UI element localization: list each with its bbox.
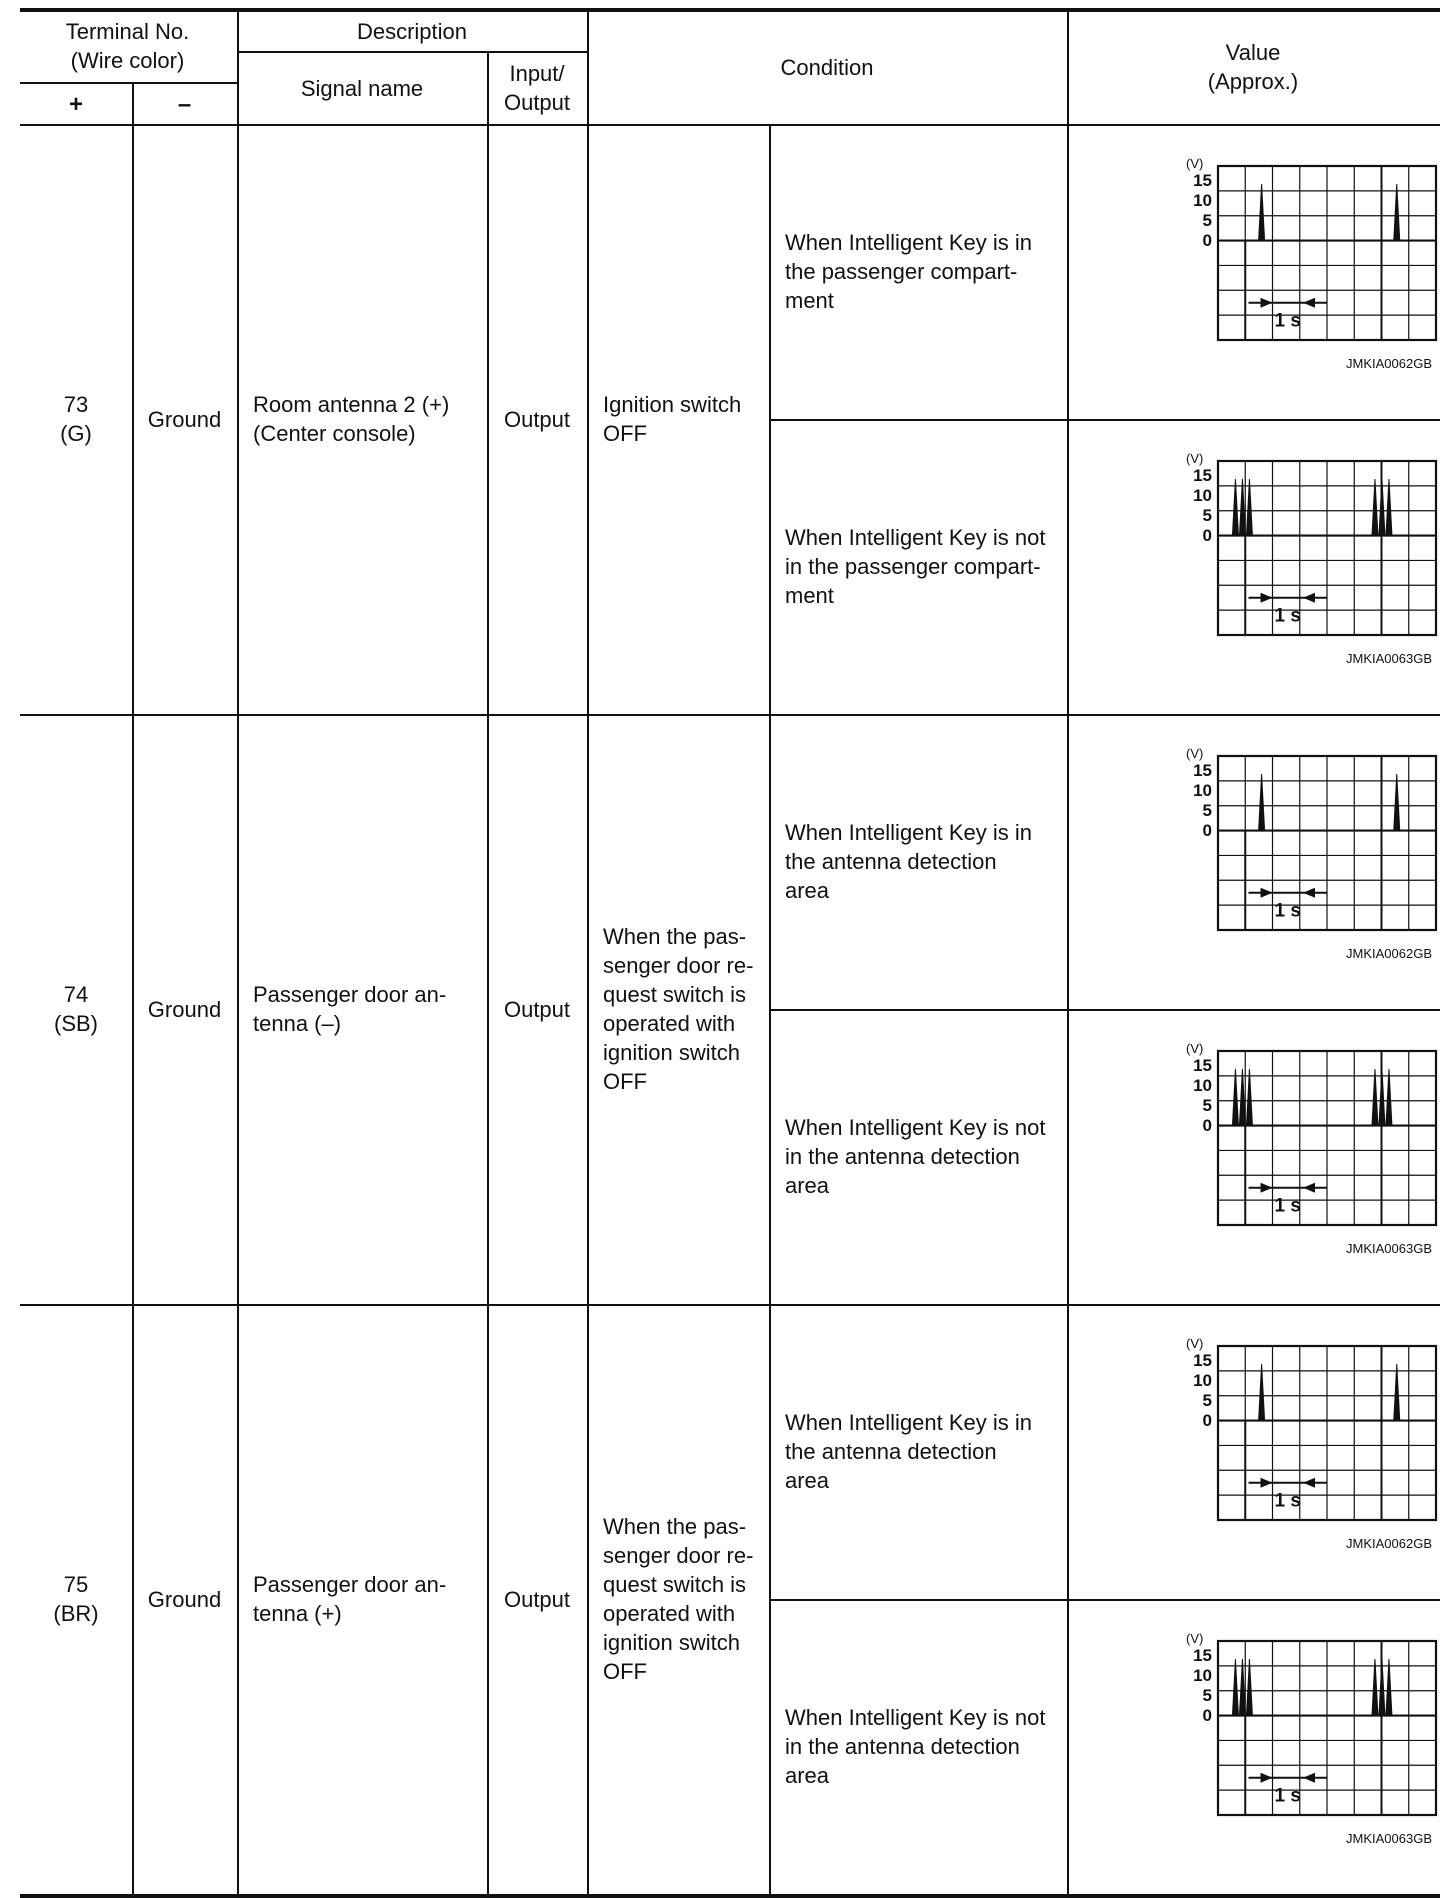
unit-label: (V) — [1186, 451, 1204, 466]
y-tick-label: 10 — [1193, 1076, 1212, 1095]
signal-pulse — [1239, 1069, 1245, 1126]
y-tick-label: 10 — [1193, 191, 1212, 210]
time-scale-label: 1 s — [1274, 1785, 1301, 1807]
y-tick-label: 10 — [1193, 486, 1212, 505]
signal-pulse — [1232, 1659, 1238, 1716]
signal-pulse — [1246, 1069, 1252, 1126]
time-scale-label: 1 s — [1274, 1490, 1301, 1512]
time-scale-label: 1 s — [1274, 310, 1301, 332]
waveform-figure — [1112, 1619, 1442, 1879]
terminal-minus: Ground — [147, 996, 222, 1022]
waveform-figure — [1112, 1029, 1442, 1289]
y-tick-label: 5 — [1202, 1391, 1212, 1410]
signal-pulse — [1386, 1659, 1392, 1716]
waveform-figure — [1112, 734, 1442, 994]
signal-pulse — [1386, 1069, 1392, 1126]
unit-label: (V) — [1186, 1631, 1204, 1646]
y-tick-label: 5 — [1202, 211, 1212, 230]
input-output: Output — [503, 996, 571, 1022]
y-tick-label: 5 — [1202, 506, 1212, 525]
header-value: Value (Approx.) — [1207, 40, 1299, 94]
header-terminal: Terminal No. (Wire color) — [65, 19, 190, 73]
header-description: Description — [356, 18, 468, 44]
y-tick-label: 5 — [1202, 801, 1212, 820]
signal-pulse — [1259, 774, 1265, 831]
signal-pulse — [1246, 479, 1252, 536]
input-output: Output — [503, 1586, 571, 1612]
terminal-plus: 75 (BR) — [53, 1572, 99, 1626]
sub-condition: When Intelligent Key is in the antenna detection area — [785, 820, 1033, 903]
y-tick-label: 0 — [1202, 1411, 1212, 1430]
input-output: Output — [503, 406, 571, 432]
signal-pulse — [1379, 1659, 1385, 1716]
y-tick-label: 15 — [1193, 466, 1212, 485]
terminal-plus: 73 (G) — [60, 392, 92, 446]
signal-pulse — [1372, 1069, 1378, 1126]
figure-code: JMKIA0062GB — [1346, 356, 1432, 371]
unit-label: (V) — [1186, 746, 1204, 761]
y-tick-label: 0 — [1202, 821, 1212, 840]
signal-pulse — [1394, 1364, 1400, 1421]
signal-name: Passenger door an- tenna (–) — [253, 982, 447, 1036]
sub-condition: When Intelligent Key is not in the antenna detection area — [785, 1705, 1046, 1788]
signal-pulse — [1372, 479, 1378, 536]
figure-code: JMKIA0063GB — [1346, 1241, 1432, 1256]
signal-pulse — [1394, 774, 1400, 831]
sub-condition: When Intelligent Key is in the antenna detection area — [785, 1410, 1033, 1493]
y-tick-label: 10 — [1193, 781, 1212, 800]
header-condition: Condition — [780, 54, 874, 80]
header-minus: – — [177, 90, 192, 118]
sub-condition: When Intelligent Key is not in the antenna detection area — [785, 1115, 1046, 1198]
condition: When the pas- senger door re- quest switch is operated with ignition switch OFF — [603, 924, 754, 1094]
time-scale-label: 1 s — [1274, 605, 1301, 627]
y-tick-label: 0 — [1202, 1706, 1212, 1725]
unit-label: (V) — [1186, 1041, 1204, 1056]
terminal-plus: 74 (SB) — [54, 982, 98, 1036]
y-tick-label: 10 — [1193, 1371, 1212, 1390]
waveform-figure — [1112, 144, 1442, 404]
y-tick-label: 10 — [1193, 1666, 1212, 1685]
y-tick-label: 15 — [1193, 1056, 1212, 1075]
unit-label: (V) — [1186, 1336, 1204, 1351]
signal-pulse — [1379, 479, 1385, 536]
signal-pulse — [1394, 184, 1400, 241]
y-tick-label: 5 — [1202, 1096, 1212, 1115]
unit-label: (V) — [1186, 156, 1204, 171]
signal-pulse — [1379, 1069, 1385, 1126]
signal-pulse — [1239, 479, 1245, 536]
signal-pulse — [1372, 1659, 1378, 1716]
time-scale-label: 1 s — [1274, 900, 1301, 922]
sub-condition: When Intelligent Key is in the passenger compart- ment — [785, 230, 1033, 313]
waveform-figure — [1112, 1324, 1442, 1584]
signal-pulse — [1246, 1659, 1252, 1716]
signal-name: Room antenna 2 (+) (Center console) — [253, 392, 450, 446]
y-tick-label: 15 — [1193, 171, 1212, 190]
y-tick-label: 0 — [1202, 231, 1212, 250]
signal-pulse — [1259, 1364, 1265, 1421]
header-plus: + — [68, 90, 83, 118]
terminal-minus: Ground — [147, 406, 222, 432]
y-tick-label: 15 — [1193, 761, 1212, 780]
y-tick-label: 15 — [1193, 1351, 1212, 1370]
signal-name: Passenger door an- tenna (+) — [253, 1572, 447, 1626]
signal-pulse — [1239, 1659, 1245, 1716]
y-tick-label: 15 — [1193, 1646, 1212, 1665]
figure-code: JMKIA0063GB — [1346, 651, 1432, 666]
figure-code: JMKIA0063GB — [1346, 1831, 1432, 1846]
header-signal-name: Signal name — [300, 75, 424, 101]
waveform-figure — [1112, 439, 1442, 699]
signal-pulse — [1386, 479, 1392, 536]
figure-code: JMKIA0062GB — [1346, 946, 1432, 961]
signal-pulse — [1232, 1069, 1238, 1126]
condition: Ignition switch OFF — [603, 392, 742, 446]
time-scale-label: 1 s — [1274, 1195, 1301, 1217]
sub-condition: When Intelligent Key is not in the passenger compart- ment — [785, 525, 1046, 608]
signal-pulse — [1259, 184, 1265, 241]
terminal-minus: Ground — [147, 1586, 222, 1612]
y-tick-label: 0 — [1202, 526, 1212, 545]
signal-pulse — [1232, 479, 1238, 536]
header-input-output: Input/ Output — [503, 61, 571, 115]
figure-code: JMKIA0062GB — [1346, 1536, 1432, 1551]
y-tick-label: 5 — [1202, 1686, 1212, 1705]
condition: When the pas- senger door re- quest switch is operated with ignition switch OFF — [603, 1514, 754, 1684]
y-tick-label: 0 — [1202, 1116, 1212, 1135]
